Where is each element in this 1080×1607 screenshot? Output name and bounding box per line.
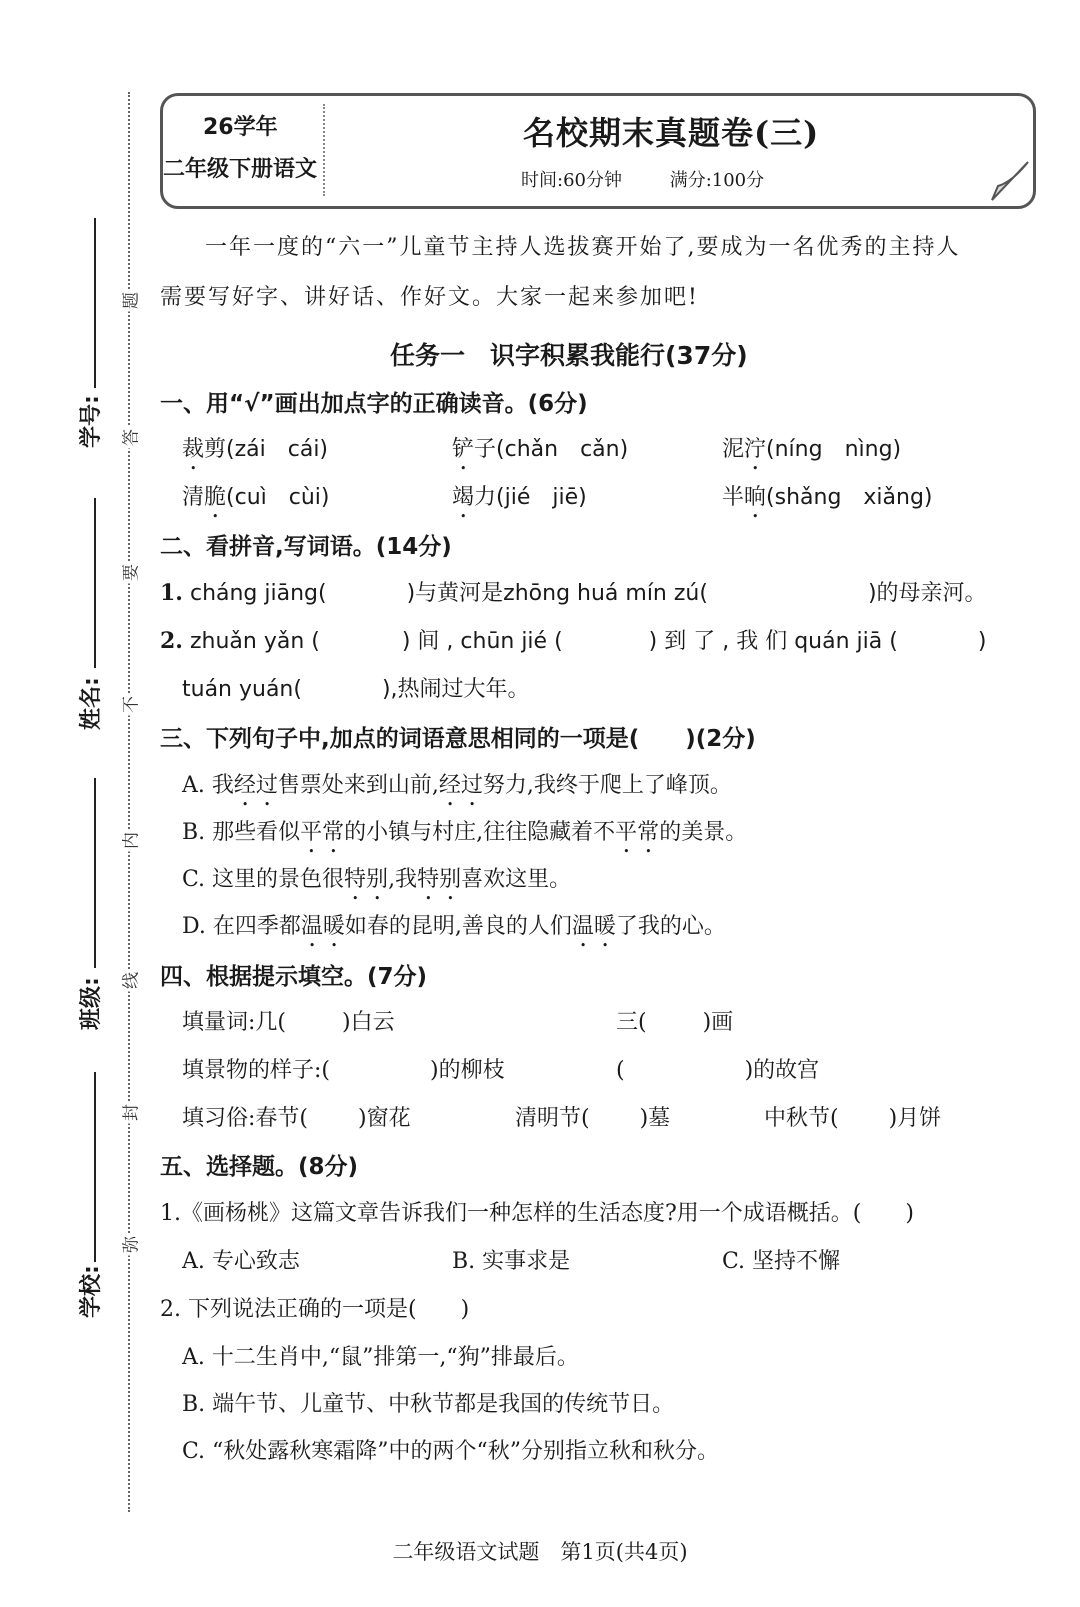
q5-1-stem: 1.《画杨桃》这篇文章告诉我们一种怎样的生活态度?用一个成语概括。( ): [160, 1201, 914, 1226]
student-name-label: 姓名:: [79, 677, 104, 730]
item-number: 1.: [160, 580, 183, 606]
option-text: 售票处来到山前,: [277, 773, 439, 798]
option-text: B. 那些看似: [182, 820, 301, 845]
dotted-word: 特别: [344, 867, 389, 892]
q1-plain-char: 半: [722, 485, 745, 510]
exam-header: [160, 93, 1036, 209]
q2-text: )与黄河是zhōng huá mín zú(: [406, 581, 708, 606]
q4-text: 填习俗:春节(: [182, 1106, 308, 1131]
q1-item: [452, 432, 628, 475]
q4-row-1a: [182, 1005, 395, 1036]
exam-score: 满分:100分: [669, 170, 765, 191]
q4-row-3b: [515, 1101, 670, 1132]
student-id-line[interactable]: [94, 218, 96, 388]
seal-char: 题: [117, 290, 142, 312]
q4-text: )画: [702, 1010, 734, 1035]
q4-row-1b: [616, 1005, 733, 1036]
q1-item-text[interactable]: (shǎng xiǎng): [766, 485, 933, 510]
q4-text: 填景物的样子:(: [182, 1058, 330, 1083]
q4-text: )白云: [342, 1010, 395, 1035]
option-text: D. 在四季都: [182, 914, 301, 939]
task-heading: 任务一 识字积累我能行(37分): [390, 341, 748, 370]
seal-char: 答: [117, 427, 142, 449]
dotted-word: 特别: [417, 867, 462, 892]
q1-dotted-char: 泞: [744, 437, 767, 462]
q1-item-text[interactable]: (cuì cùi): [226, 485, 330, 510]
question-3-title: 三、下列句子中,加点的词语意思相同的一项是( )(2分): [160, 726, 756, 752]
option-text: A. 我: [182, 773, 234, 798]
q4-text: )的故宫: [744, 1058, 820, 1083]
q4-text: 清明节(: [515, 1106, 590, 1131]
q1-item-text[interactable]: 子(chǎn cǎn): [474, 437, 629, 462]
q2-line-1: [160, 576, 987, 607]
q2-line-2: [160, 624, 986, 655]
q4-text: 填量词:几(: [182, 1010, 286, 1035]
q1-plain-char: 泥: [722, 437, 745, 462]
q5-1-option-c[interactable]: C. 坚持不懈: [722, 1249, 841, 1274]
q4-row-3c: [764, 1101, 941, 1132]
q1-item: [182, 480, 330, 523]
q2-text: ): [977, 629, 987, 654]
q5-2-option-b[interactable]: B. 端午节、儿童节、中秋节都是我国的传统节日。: [182, 1392, 675, 1417]
q1-item: [722, 432, 901, 475]
q2-text: ) 到 了 , 我 们 quán jiā (: [648, 629, 898, 654]
dotted-word: 经过: [233, 773, 278, 798]
q4-text: )的柳枝: [430, 1058, 505, 1083]
q4-row-2b: [616, 1053, 819, 1084]
option-text: 努力,我终于爬上了峰顶。: [482, 773, 732, 798]
intro-line-2: 需要写好字、讲好话、作好文。大家一起来参加吧!: [160, 285, 699, 310]
q1-dotted-char: 晌: [744, 485, 767, 510]
q4-text: )墓: [639, 1106, 671, 1131]
exam-info: [521, 166, 806, 192]
exam-title: 名校期末真题卷(三): [523, 114, 820, 152]
q4-text: )月饼: [888, 1106, 942, 1131]
dotted-word: 平常: [615, 820, 660, 845]
q1-dotted-char: 铲: [452, 437, 475, 462]
option-text: 喜欢这里。: [461, 867, 572, 892]
q3-option-a[interactable]: [182, 768, 732, 811]
q1-item-text[interactable]: (níng nìng): [766, 437, 902, 462]
q4-text: )窗花: [358, 1106, 411, 1131]
q1-item: [452, 480, 587, 523]
student-id-label: 学号:: [79, 395, 104, 448]
q3-option-b[interactable]: [182, 815, 747, 858]
option-text: 了我的心。: [615, 914, 726, 939]
class-line[interactable]: [94, 778, 96, 968]
page-curl-icon: [988, 160, 1032, 204]
q5-2-option-c[interactable]: C. “秋处露秋寒霜降”中的两个“秋”分别指立秋和秋分。: [182, 1439, 720, 1464]
header-year: 26学年: [203, 115, 278, 140]
seal-char: 不: [117, 694, 142, 716]
exam-time: 时间:60分钟: [521, 170, 622, 191]
school-line[interactable]: [94, 1072, 96, 1262]
q4-row-2a: [182, 1053, 505, 1084]
question-4-title: 四、根据提示填空。(7分): [160, 964, 428, 990]
q2-text: ) 间 , chūn jié (: [401, 629, 563, 654]
seal-char: 弥: [117, 1234, 142, 1256]
question-5-title: 五、选择题。(8分): [160, 1154, 359, 1180]
q1-dotted-char: 脆: [204, 485, 227, 510]
dotted-word: 温暖: [571, 914, 616, 939]
q2-text: ),热闹过大年。: [381, 677, 530, 702]
header-divider: [323, 104, 325, 196]
q1-item-text[interactable]: 剪(zái cái): [204, 437, 329, 462]
item-number: 2.: [160, 628, 183, 654]
seal-char: 封: [117, 1102, 142, 1124]
q2-text: cháng jiāng(: [189, 581, 327, 606]
q2-text: zhuǎn yǎn (: [189, 629, 320, 654]
q1-dotted-char: 竭: [452, 485, 475, 510]
question-2-title: 二、看拼音,写词语。(14分): [160, 534, 452, 560]
option-text: ,我: [388, 867, 418, 892]
option-text: C. 这里的景色很: [182, 867, 345, 892]
q2-text: )的母亲河。: [867, 581, 987, 606]
class-label: 班级:: [79, 977, 104, 1030]
seal-char: 线: [117, 970, 142, 992]
q4-text: 中秋节(: [764, 1106, 839, 1131]
q2-text: tuán yuán(: [182, 677, 302, 702]
q5-2-option-a[interactable]: A. 十二生肖中,“鼠”排第一,“狗”排最后。: [182, 1345, 579, 1370]
q1-item: [182, 432, 328, 475]
question-1-title: 一、用“√”画出加点字的正确读音。(6分): [160, 391, 588, 417]
option-text: 的小镇与村庄,往往隐藏着不: [344, 820, 616, 845]
school-label: 学校:: [79, 1265, 104, 1318]
page-footer: 二年级语文试题 第1页(共4页): [392, 1540, 688, 1564]
q5-2-stem: 2. 下列说法正确的一项是( ): [160, 1297, 470, 1322]
q5-1-option-b[interactable]: B. 实事求是: [452, 1249, 571, 1274]
q1-item-text[interactable]: 力(jié jiē): [474, 485, 587, 510]
dotted-word: 温暖: [300, 914, 345, 939]
q2-line-3: [182, 672, 530, 703]
dotted-word: 经过: [438, 773, 483, 798]
q4-row-3a: [182, 1101, 411, 1132]
intro-line-1: 一年一度的“六一”儿童节主持人选拔赛开始了,要成为一名优秀的主持人: [205, 235, 961, 260]
q3-option-d[interactable]: [182, 909, 726, 952]
seal-char: 内: [117, 830, 142, 852]
q1-dotted-char: 裁: [182, 437, 205, 462]
q3-option-c[interactable]: [182, 862, 571, 905]
option-text: 如春的昆明,善良的人们: [344, 914, 572, 939]
q4-text: 三(: [616, 1010, 647, 1035]
q1-plain-char: 清: [182, 485, 205, 510]
option-text: 的美景。: [659, 820, 748, 845]
q4-text: (: [616, 1058, 625, 1083]
dotted-word: 平常: [300, 820, 345, 845]
header-grade: 二年级下册语文: [163, 157, 318, 182]
student-name-line[interactable]: [94, 498, 96, 668]
q5-1-option-a[interactable]: A. 专心致志: [182, 1249, 300, 1274]
q1-item: [722, 480, 933, 523]
seal-char: 要: [117, 562, 142, 584]
